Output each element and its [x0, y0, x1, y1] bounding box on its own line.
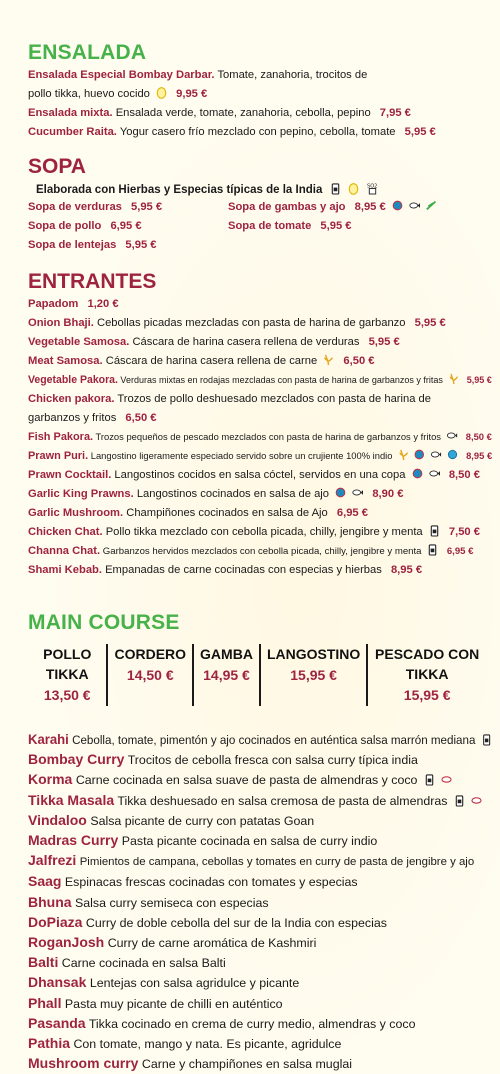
menu-item: Onion Bhaji. Cebollas picadas mezcladas con pasta de harina de garbanzo 5,95 €: [28, 317, 446, 329]
price: 5,95 €: [404, 126, 436, 138]
section-title-sopa: SOPA: [28, 155, 86, 178]
shellfish-icon: [335, 486, 346, 499]
gluten-icon: [448, 372, 458, 385]
menu-item: Prawn Puri. Langostino ligeramente especiado servido sobre un crujiente 100% indio 8,95 €: [28, 450, 493, 462]
sopa-header: [28, 154, 486, 198]
menu-item: Chicken Chat. Pollo tikka mezclado con cebolla picada, chilly, jengibre y menta 7,50 €: [28, 526, 480, 538]
menu-item: Vindaloo Salsa picante de curry con patatas Goan: [28, 811, 315, 828]
menu-item-continuation: pollo tikka, huevo cocido 9,95 €: [28, 88, 208, 100]
ensalada-section: [28, 40, 486, 142]
menu-item: Sopa de verduras 5,95 €: [28, 201, 163, 213]
dairy-icon: [427, 543, 438, 556]
menu-item: Vegetable Pakora. Verduras mixtas en rodajas mezcladas con pasta de harina de garbanzos y fritas 5,95 €: [28, 374, 492, 386]
nuts-icon: [471, 794, 482, 807]
price-cell: CORDERO 14,50 €: [108, 644, 194, 706]
menu-item: Papadom 1,20 €: [28, 298, 119, 310]
menu-item: Meat Samosa. Cáscara de harina casera rellena de carne 6,50 €: [28, 355, 375, 367]
sopa-subtitle: Elaborada con Hierbas y Especias típicas de la India: [36, 184, 323, 196]
menu-item: Bombay Curry Trocitos de cebolla fresca con salsa curry típica india: [28, 751, 418, 768]
menu-item: RoganJosh Curry de carne aromática de Kashmiri: [28, 934, 317, 951]
menu-item: Sopa de gambas y ajo 8,95 €: [228, 198, 478, 217]
menu-item: Garlic King Prawns. Langostinos cocinados en salsa de ajo 8,90 €: [28, 488, 404, 500]
menu-item: Bhuna Salsa curry semiseca con especias: [28, 893, 269, 910]
main-course-list: [28, 730, 486, 1074]
menu-item: Chicken pakora. Trozos de pollo deshuesado mezclados con pasta de harina de: [28, 393, 432, 405]
price-cell: GAMBA 14,95 €: [194, 644, 261, 706]
dairy-icon: [424, 773, 435, 786]
gluten-icon: [323, 353, 334, 366]
main-course-price-table: [28, 644, 486, 706]
menu-item: Fish Pakora. Trozos pequeños de pescado mezclados con pasta de harina de garbanzos y fritos 8,50 €: [28, 431, 492, 443]
menu-item: Jalfrezi Pimientos de campana, cebollas y tomates en curry de pasta de jengibre y ajo: [28, 852, 475, 869]
fish-icon: [352, 486, 363, 499]
menu-item: Vegetable Samosa. Cáscara de harina casera rellena de verduras 5,95 €: [28, 336, 400, 348]
menu-item: Korma Carne cocinada en salsa suave de pasta de almendras y coco: [28, 770, 486, 790]
dairy-icon: [481, 733, 491, 746]
menu-item: Pasanda Tikka cocinado en crema de curry medio, almendras y coco: [28, 1014, 416, 1031]
sulfite-icon: [367, 182, 378, 195]
entrantes-section: [28, 269, 493, 580]
section-title-ensalada: ENSALADA: [28, 41, 147, 64]
shellfish-icon: [392, 199, 403, 212]
menu-item: Balti Carne cocinada en salsa Balti: [28, 954, 226, 971]
menu-item: Phall Pasta muy picante de chilli en auténtico: [28, 994, 283, 1011]
section-title-main-course: MAIN COURSE: [28, 611, 180, 634]
menu-item: Garlic Mushroom. Champiñones cocinados en salsa de Ajo 6,95 €: [28, 507, 368, 519]
menu-item: DoPiaza Curry de doble cebolla del sur de la India con especias: [28, 913, 387, 930]
menu-item: Karahi Cebolla, tomate, pimentón y ajo cocinados en auténtica salsa marrón mediana: [28, 730, 486, 750]
menu-item: Prawn Cocktail. Langostinos cocidos en salsa cóctel, servidos en una copa 8,50 €: [28, 469, 480, 481]
mollusc-icon: [447, 448, 458, 461]
menu-item: Sopa de pollo 6,95 €: [28, 220, 142, 232]
fish-icon: [429, 467, 440, 480]
menu-item: Mushroom curry Carne y champiñones en salsa muglai: [28, 1055, 352, 1072]
menu-item: Sopa de lentejas 5,95 €: [28, 239, 157, 251]
dairy-icon: [429, 524, 440, 537]
menu-item: Madras Curry Pasta picante cocinada en salsa de curry indio: [28, 832, 378, 849]
menu-item: Saag Espinacas frescas cocinadas con tomates y especias: [28, 873, 358, 890]
fish-icon: [447, 429, 458, 442]
menu-item: Cucumber Raita. Yogur casero frío mezclado con pepino, cebolla, tomate 5,95 €: [28, 126, 436, 138]
menu-item: Shami Kebab. Empanadas de carne cocinadas con especias y hierbas 8,95 €: [28, 564, 423, 576]
price: 7,95 €: [379, 107, 411, 119]
menu-item: Tikka Masala Tikka deshuesado en salsa cremosa de pasta de almendras: [28, 791, 486, 811]
mollusc-icon: [426, 199, 437, 212]
dairy-icon: [330, 182, 341, 195]
menu-item: Pathia Con tomate, mango y nata. Es picante, agridulce: [28, 1035, 342, 1052]
fish-icon: [431, 448, 442, 461]
shellfish-icon: [414, 448, 425, 461]
egg-icon: [348, 182, 359, 195]
menu-item: Ensalada mixta. Ensalada verde, tomate, zanahoria, cebolla, pepino 7,95 €: [28, 107, 411, 119]
menu-item: Sopa de tomate 5,95 €: [228, 220, 352, 232]
menu-item: Dhansak Lentejas con salsa agridulce y picante: [28, 974, 300, 991]
main-course-section: [28, 610, 486, 1074]
sopa-list: [28, 198, 486, 255]
gluten-icon: [398, 448, 409, 461]
sopa-section: [28, 154, 486, 255]
price-cell: POLLO TIKKA 13,50 €: [28, 644, 108, 706]
menu-item: Ensalada Especial Bombay Darbar. Tomate, zanahoria, trocitos de: [28, 69, 368, 81]
fish-icon: [409, 199, 420, 212]
menu-item: Channa Chat. Garbanzos hervidos mezclados con cebolla picada, chilly, jengibre y menta 6,95 €: [28, 545, 474, 557]
menu-item-continuation: garbanzos y fritos 6,50 €: [28, 412, 157, 424]
section-title-entrantes: ENTRANTES: [28, 270, 157, 293]
egg-icon: [156, 86, 167, 99]
price-cell: LANGOSTINO 15,95 €: [261, 644, 368, 706]
dairy-icon: [454, 794, 465, 807]
price-cell: PESCADO CON TIKKA 15,95 €: [375, 646, 480, 703]
shellfish-icon: [412, 467, 423, 480]
price: 9,95 €: [176, 88, 208, 100]
nuts-icon: [441, 773, 452, 786]
